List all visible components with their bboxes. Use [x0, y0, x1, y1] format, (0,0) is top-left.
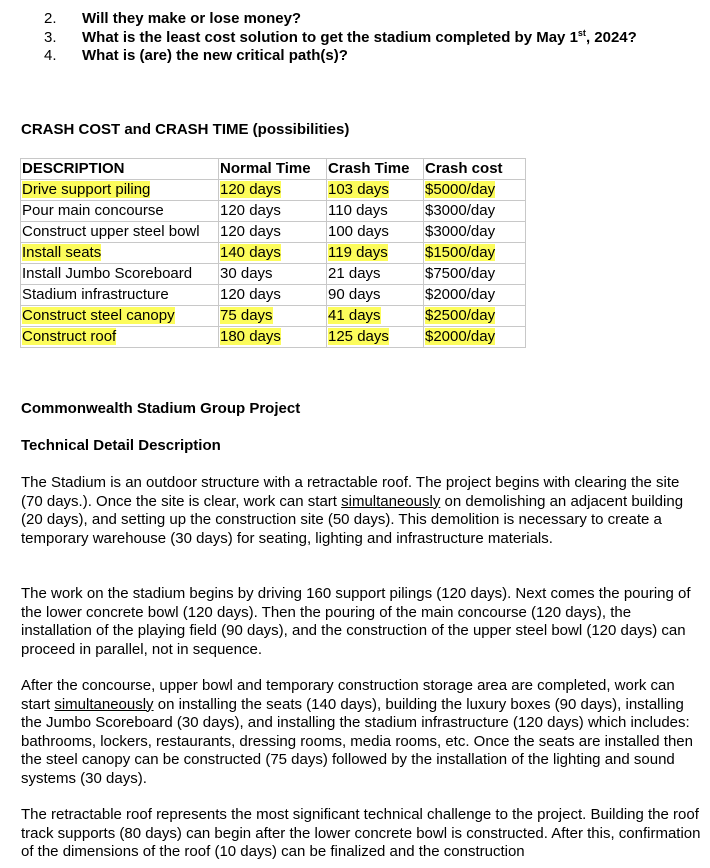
cell-text: $3000/day: [425, 223, 496, 240]
table-row: [21, 264, 526, 285]
table-row: [21, 285, 526, 306]
table-row: [21, 243, 526, 264]
cell-normal-time: [219, 201, 327, 222]
cell-normal-time: [219, 222, 327, 243]
cell-text: Pour main concourse: [22, 202, 164, 219]
cell-text: $7500/day: [425, 265, 496, 282]
cell-text: 41 days: [328, 307, 381, 324]
cell-text: Drive support piling: [22, 181, 151, 198]
table-row: [21, 327, 526, 348]
cell-crash-time: [327, 222, 424, 243]
cell-text: 120 days: [220, 223, 281, 240]
crash-section-title: CRASH COST and CRASH TIME (possibilities): [21, 121, 350, 138]
cell-text: Install seats: [22, 244, 102, 261]
paragraph-site-clearing: The Stadium is an outdoor structure with a retractable roof. The project begins with clearing the site (70 days.). Once the site is clear, work can start simultaneously on demolishing an adjacent building (20 days), and setting up the construction site (50 days). This demolition is necessary to create a temporary warehouse (30 days) for seating, lighting and infrastructure materials.: [21, 474, 684, 547]
question-text: What is (are) the new critical path(s)?: [82, 47, 348, 64]
cell-text: 90 days: [328, 286, 381, 303]
cell-description: [21, 285, 219, 306]
table-row: [21, 180, 526, 201]
project-title: Commonwealth Stadium Group Project: [21, 400, 301, 417]
cell-text: Construct roof: [22, 328, 117, 345]
cell-normal-time: [219, 306, 327, 327]
table-row: [21, 222, 526, 243]
cell-text: 21 days: [328, 265, 381, 282]
header-crash-time: Crash Time: [327, 159, 424, 180]
cell-normal-time: [219, 327, 327, 348]
question-text: Will they make or lose money?: [82, 10, 302, 27]
cell-crash-cost: [424, 222, 526, 243]
question-number: 4.: [44, 47, 57, 64]
cell-text: Construct upper steel bowl: [22, 223, 200, 240]
cell-description: [21, 201, 219, 222]
cell-text: 180 days: [220, 328, 281, 345]
cell-normal-time: [219, 180, 327, 201]
cell-description: [21, 243, 219, 264]
cell-text: 119 days: [328, 244, 388, 261]
table-row: [21, 306, 526, 327]
crash-table: [20, 158, 526, 348]
cell-description: [21, 264, 219, 285]
cell-description: [21, 306, 219, 327]
cell-text: 30 days: [220, 265, 273, 282]
detail-title: Technical Detail Description: [21, 437, 221, 454]
cell-crash-cost: [424, 264, 526, 285]
cell-crash-time: [327, 201, 424, 222]
cell-text: 103 days: [328, 181, 389, 198]
table-header-row: [21, 159, 526, 180]
cell-text: $5000/day: [425, 181, 496, 198]
cell-description: [21, 222, 219, 243]
table-row: [21, 201, 526, 222]
cell-description: [21, 180, 219, 201]
cell-crash-time: [327, 264, 424, 285]
cell-text: Construct steel canopy: [22, 307, 175, 324]
cell-normal-time: [219, 264, 327, 285]
cell-crash-cost: [424, 243, 526, 264]
cell-text: $2000/day: [425, 328, 496, 345]
cell-text: 120 days: [220, 286, 281, 303]
cell-text: Stadium infrastructure: [22, 286, 169, 303]
cell-text: 120 days: [220, 181, 281, 198]
paragraph-concourse: After the concourse, upper bowl and temporary construction storage area are completed, work can start simultaneously on installing the seats (140 days), building the luxury boxes (90 days), installing the Jumbo Scoreboard (30 days), and installing the stadium infrastructure (120 days) which includes: bathrooms, lockers, restaurants, dressing rooms, media rooms, etc. Once the seats are installed then the steel canopy can be constructed (75 days) followed by the installation of the lighting and sound systems (30 days).: [21, 677, 693, 787]
cell-text: $3000/day: [425, 202, 496, 219]
cell-crash-time: [327, 180, 424, 201]
question-text: What is the least cost solution to get the stadium completed by May 1st, 2024?: [82, 28, 637, 46]
cell-text: $1500/day: [425, 244, 496, 261]
header-normal-time: Normal Time: [219, 159, 327, 180]
cell-text: $2000/day: [425, 286, 496, 303]
paragraph-retractable-roof: The retractable roof represents the most significant technical challenge to the project. Building the roof track supports (80 days) can begin after the lower concrete bowl is constructed. After this, confirmation of the dimensions of the roof (10 days) can be finalized and the construction: [21, 806, 701, 860]
cell-description: [21, 327, 219, 348]
cell-crash-time: [327, 243, 424, 264]
question-number: 2.: [44, 10, 57, 27]
cell-crash-time: [327, 306, 424, 327]
cell-text: Install Jumbo Scoreboard: [22, 265, 193, 282]
cell-crash-cost: [424, 180, 526, 201]
header-crash-cost: Crash cost: [424, 159, 526, 180]
header-description: DESCRIPTION: [21, 159, 219, 180]
cell-crash-time: [327, 285, 424, 306]
cell-crash-time: [327, 327, 424, 348]
cell-text: 125 days: [328, 328, 389, 345]
cell-normal-time: [219, 243, 327, 264]
cell-text: 75 days: [220, 307, 273, 324]
cell-text: 140 days: [220, 244, 281, 261]
cell-text: 100 days: [328, 223, 389, 240]
cell-text: $2500/day: [425, 307, 496, 324]
question-number: 3.: [44, 29, 57, 46]
cell-text: 120 days: [220, 202, 281, 219]
cell-crash-cost: [424, 327, 526, 348]
cell-crash-cost: [424, 201, 526, 222]
cell-text: 110 days: [328, 202, 388, 219]
cell-crash-cost: [424, 285, 526, 306]
cell-crash-cost: [424, 306, 526, 327]
paragraph-stadium-work: The work on the stadium begins by driving 160 support pilings (120 days). Next comes the pouring of the lower concrete bowl (120 days). Then the pouring of the main concourse (120 days), the installation of the playing field (90 days), and the construction of the upper steel bowl (120 days) can proceed in parallel, not in sequence.: [21, 585, 691, 658]
cell-normal-time: [219, 285, 327, 306]
